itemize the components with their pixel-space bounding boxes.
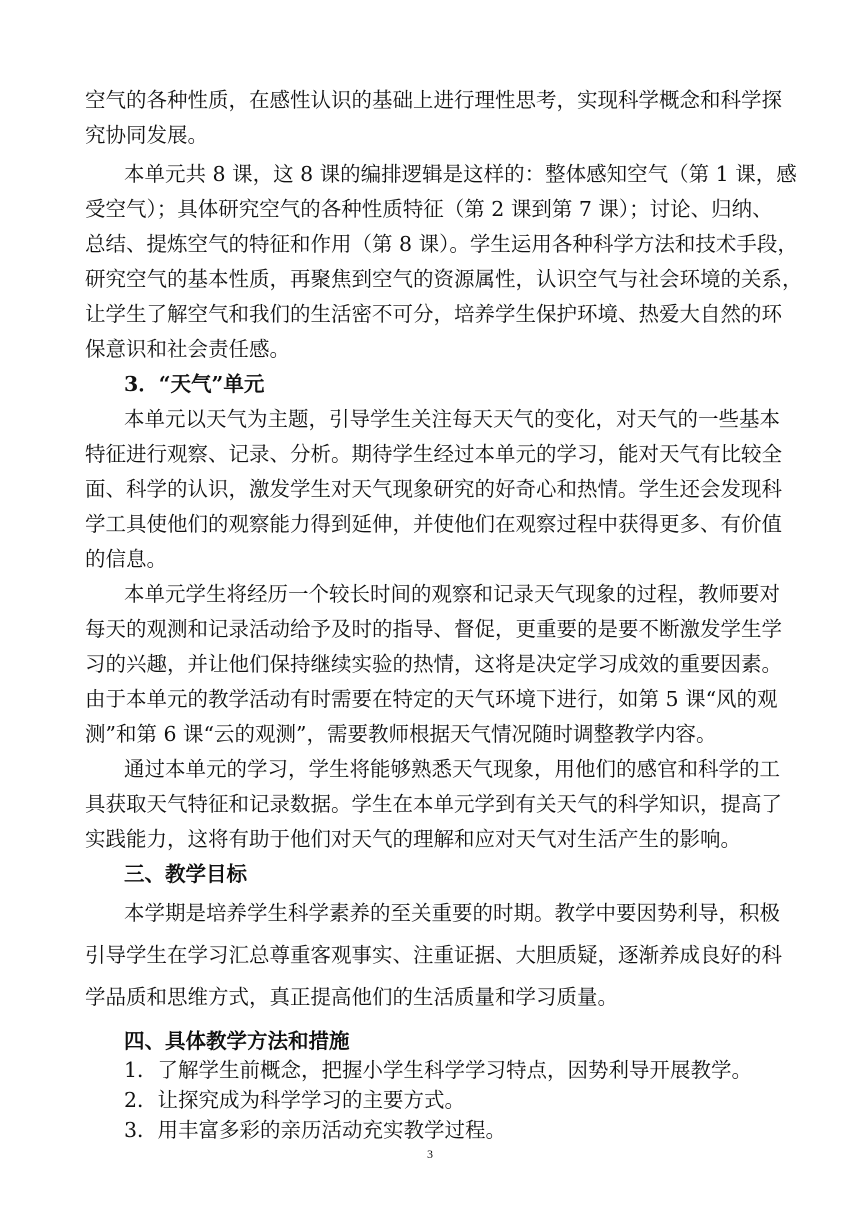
paragraph-line: 究协同发展。 — [85, 123, 208, 147]
page-number: 3 — [427, 1147, 433, 1161]
paragraph-line: 实践能力，这将有助于他们对天气的理解和应对天气对生活产生的影响。 — [85, 827, 741, 851]
paragraph-line: 让学生了解空气和我们的生活密不可分，培养学生保护环境、热爱大自然的环 — [85, 302, 782, 326]
section-heading: 四、具体教学方法和措施 — [124, 1029, 350, 1053]
paragraph-line: 本学期是培养学生科学素养的至关重要的时期。教学中要因势利导，积极 — [124, 901, 780, 925]
paragraph-line: 测”和第 6 课“云的观测”，需要教师根据天气情况随时调整教学内容。 — [85, 722, 717, 746]
paragraph-line: 特征进行观察、记录、分析。期待学生经过本单元的学习，能对天气有比较全 — [85, 442, 782, 466]
paragraph-line: 总结、提炼空气的特征和作用（第 8 课）。学生运用各种科学方法和技术手段， — [85, 232, 798, 256]
paragraph-line: 每天的观测和记录活动给予及时的指导、督促，更重要的是要不断激发学生学 — [85, 617, 782, 641]
paragraph-line: 本单元学生将经历一个较长时间的观察和记录天气现象的过程，教师要对 — [124, 582, 780, 606]
paragraph-line: 具获取天气特征和记录数据。学生在本单元学到有关天气的科学知识，提高了 — [85, 792, 782, 816]
paragraph-line: 研究空气的基本性质，再聚焦到空气的资源属性，认识空气与社会环境的关系， — [85, 267, 803, 291]
paragraph-line: 本单元以天气为主题，引导学生关注每天天气的变化，对天气的一些基本 — [124, 407, 780, 431]
section-heading: 三、教学目标 — [124, 862, 247, 886]
list-item: 3．用丰富多彩的亲历活动充实教学过程。 — [124, 1118, 507, 1142]
paragraph-line: 保意识和社会责任感。 — [85, 337, 290, 361]
paragraph-line: 学品质和思维方式，真正提高他们的生活质量和学习质量。 — [85, 985, 618, 1009]
paragraph-line: 引导学生在学习汇总尊重客观事实、注重证据、大胆质疑，逐渐养成良好的科 — [85, 943, 782, 967]
paragraph-line: 由于本单元的教学活动有时需要在特定的天气环境下进行，如第 5 课“风的观 — [85, 687, 778, 711]
paragraph-line: 通过本单元的学习，学生将能够熟悉天气现象，用他们的感官和科学的工 — [124, 757, 780, 781]
paragraph-line: 的信息。 — [85, 547, 167, 571]
list-item: 1．了解学生前概念，把握小学生科学学习特点，因势利导开展教学。 — [124, 1058, 753, 1082]
paragraph-line: 本单元共 8 课，这 8 课的编排逻辑是这样的：整体感知空气（第 1 课，感 — [124, 162, 797, 186]
paragraph-line: 受空气）；具体研究空气的各种性质特征（第 2 课到第 7 课）；讨论、归纳、 — [85, 197, 773, 221]
paragraph-line: 面、科学的认识，激发学生对天气现象研究的好奇心和热情。学生还会发现科 — [85, 477, 782, 501]
paragraph-line: 学工具使他们的观察能力得到延伸，并使他们在观察过程中获得更多、有价值 — [85, 512, 782, 536]
paragraph-line: 习的兴趣，并让他们保持继续实验的热情，这将是决定学习成效的重要因素。 — [85, 652, 782, 676]
paragraph-line: 空气的各种性质，在感性认识的基础上进行理性思考，实现科学概念和科学探 — [85, 88, 782, 112]
section-heading: 3．“天气”单元 — [124, 372, 265, 396]
list-item: 2．让探究成为科学学习的主要方式。 — [124, 1088, 466, 1112]
